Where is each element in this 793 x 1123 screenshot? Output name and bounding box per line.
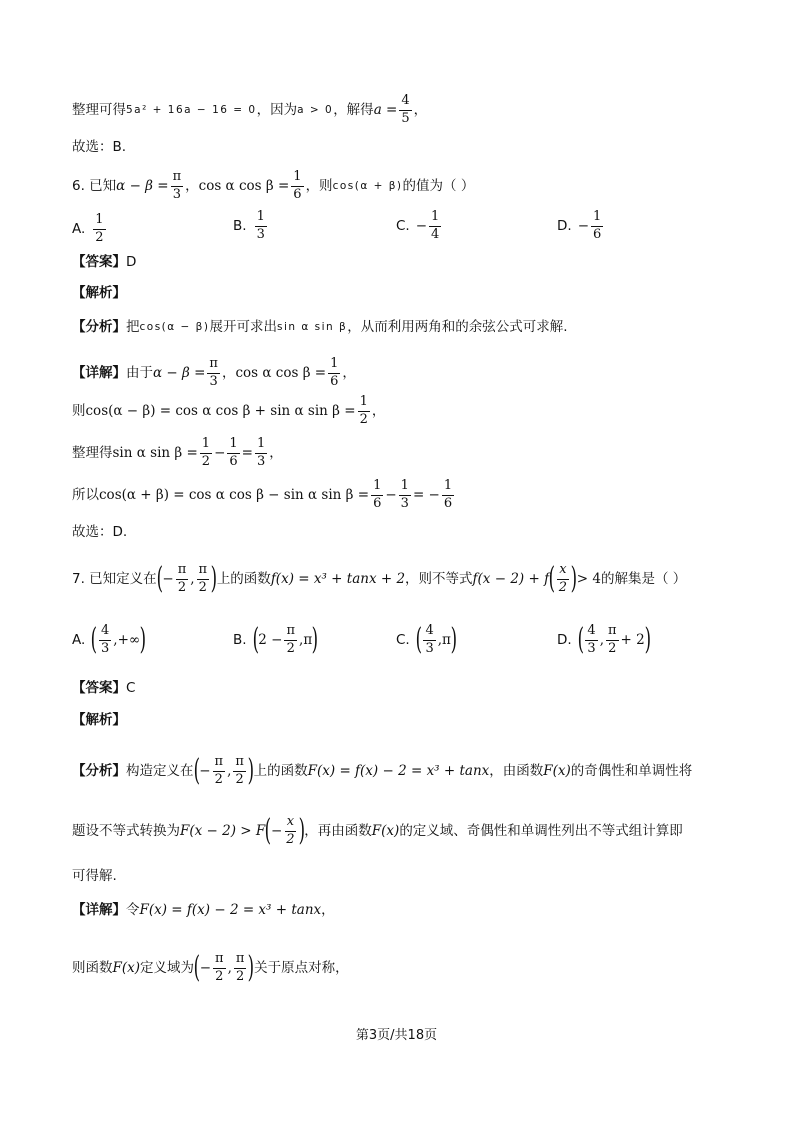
expression: cos(α − β) xyxy=(139,320,210,333)
denominator: 6 xyxy=(229,453,238,469)
fraction xyxy=(358,395,370,428)
right-paren: ) xyxy=(450,622,457,658)
text: 所以 xyxy=(72,487,99,504)
numerator: 1 xyxy=(371,479,383,496)
fraction xyxy=(371,479,383,512)
text: 整理得 xyxy=(72,445,113,462)
option-b xyxy=(233,624,318,657)
right-paren: ) xyxy=(644,622,651,658)
fenxi-tag: 【分析】 xyxy=(72,763,126,780)
xiangjie-7-line-1 xyxy=(72,903,733,918)
text: 令 xyxy=(126,902,140,918)
sign: − xyxy=(199,763,211,780)
numerator: π xyxy=(171,170,184,187)
question-number: 6. 已知 xyxy=(72,178,117,195)
xiangjie-tag: 【详解】 xyxy=(72,902,126,918)
fraction xyxy=(99,624,111,657)
numerator: 1 xyxy=(227,437,239,454)
denominator: 2 xyxy=(235,771,244,787)
denominator: 5 xyxy=(401,110,410,126)
function-name: F(x) xyxy=(543,763,571,780)
fraction xyxy=(585,624,597,657)
equation: cos(α + β) = cos α cos β − sin α sin β = xyxy=(99,487,370,504)
option-label: B. xyxy=(233,632,247,649)
left-paren: ( xyxy=(548,561,556,597)
answer-7 xyxy=(72,681,733,696)
comma: , xyxy=(299,632,304,649)
xiangjie-7-line-2 xyxy=(72,952,733,985)
expression: cos(α + β) xyxy=(332,179,403,192)
answer-lhs: a = xyxy=(373,102,398,119)
term: 2 − xyxy=(258,632,283,649)
sign: − xyxy=(577,218,589,235)
fraction xyxy=(255,210,267,243)
denominator: 3 xyxy=(400,495,409,511)
denominator: 3 xyxy=(256,453,266,469)
numerator: π xyxy=(207,357,220,374)
fraction xyxy=(200,437,212,470)
condition-2: cos α cos β = xyxy=(235,365,327,382)
right-paren: ) xyxy=(311,622,319,658)
function-name: F(x) xyxy=(371,823,400,840)
inequality: F(x − 2) > F xyxy=(180,823,266,840)
text: 关于原点对称， xyxy=(254,960,349,977)
fenxi-7-line-1 xyxy=(72,755,733,788)
text: 故选：D. xyxy=(72,524,128,540)
fraction xyxy=(399,94,411,127)
left-paren: ( xyxy=(415,622,422,658)
comma: , xyxy=(437,632,443,649)
answer-value: D xyxy=(126,254,137,270)
option-d xyxy=(557,210,605,243)
text: ，解得 xyxy=(333,102,374,119)
text: 可得解. xyxy=(72,868,117,884)
right-paren: ) xyxy=(139,622,147,658)
numerator: 1 xyxy=(328,357,340,374)
condition-2: cos α cos β = xyxy=(198,178,290,195)
denominator: 3 xyxy=(425,640,434,656)
fraction xyxy=(399,479,411,512)
operator: − xyxy=(385,487,397,504)
numerator: 1 xyxy=(255,437,267,454)
option-d xyxy=(557,624,650,657)
left-paren: ( xyxy=(156,561,163,597)
text: 上的函数 xyxy=(253,763,308,780)
numerator: π xyxy=(213,952,226,969)
denominator: 6 xyxy=(293,186,302,202)
numerator: π xyxy=(606,624,619,641)
text: 的定义域、奇偶性和单调性列出不等式组计算即 xyxy=(399,823,683,840)
denominator: 6 xyxy=(330,373,339,389)
text: 定义域为 xyxy=(140,960,195,977)
text: ， xyxy=(185,178,199,195)
xiangjie-6-line-2 xyxy=(72,395,733,428)
fraction xyxy=(171,170,184,203)
fraction xyxy=(284,624,297,657)
denominator: 2 xyxy=(608,640,617,656)
text: 故选：B. xyxy=(72,139,127,155)
numerator: π xyxy=(176,563,189,580)
choose-d xyxy=(72,525,733,540)
fraction xyxy=(227,437,239,470)
numerator: x xyxy=(557,563,568,580)
analysis-7 xyxy=(72,713,733,728)
fenxi-6 xyxy=(72,320,733,335)
comma: , xyxy=(599,632,604,649)
text: ，从而利用两角和的余弦公式可求解. xyxy=(347,319,568,335)
numerator: 1 xyxy=(93,213,105,230)
fraction xyxy=(213,755,226,788)
denominator: 4 xyxy=(431,226,440,242)
denominator: 2 xyxy=(286,831,295,847)
numerator: x xyxy=(285,815,296,832)
denominator: 6 xyxy=(593,226,602,242)
denominator: 2 xyxy=(198,579,207,595)
numerator: π xyxy=(213,755,226,772)
question-6-stem xyxy=(72,170,733,203)
comma: , xyxy=(190,571,195,588)
text: ，再由函数 xyxy=(304,823,372,840)
numerator: π xyxy=(284,624,297,641)
option-label: C. xyxy=(396,218,410,235)
text: ， xyxy=(269,445,283,462)
text: ， xyxy=(371,403,386,420)
fraction xyxy=(557,563,569,596)
numerator: 1 xyxy=(429,210,441,227)
answer-tag: 【答案】 xyxy=(72,254,126,270)
denominator: 2 xyxy=(215,968,224,984)
text: 展开可求出 xyxy=(209,319,277,335)
text: 则 xyxy=(72,403,86,420)
fraction xyxy=(255,437,267,470)
operator: = xyxy=(241,445,253,462)
left-paren: ( xyxy=(252,622,259,658)
right-paren: ) xyxy=(570,561,578,597)
sign: − xyxy=(162,571,174,588)
question-number: 7. 已知定义在 xyxy=(72,571,157,588)
text: 构造定义在 xyxy=(126,763,194,780)
text: 由于 xyxy=(126,365,153,382)
numerator: 4 xyxy=(399,94,411,111)
right-paren: ) xyxy=(298,813,305,849)
fenxi-7-line-2 xyxy=(72,815,733,848)
xiangjie-6-line-1 xyxy=(72,357,733,390)
denominator: 2 xyxy=(286,640,295,656)
function-definition: f(x) = x³ + tanx + 2 xyxy=(270,571,406,588)
text: ，由函数 xyxy=(489,763,544,780)
numerator: 1 xyxy=(358,395,370,412)
numerator: 4 xyxy=(585,624,597,641)
analysis-tag: 【解析】 xyxy=(72,285,126,301)
option-a xyxy=(72,624,146,657)
equation: sin α sin β = xyxy=(112,445,198,462)
text: ，因为 xyxy=(256,102,298,119)
option-c xyxy=(396,210,443,243)
sign: − xyxy=(270,823,283,840)
comma: , xyxy=(227,763,232,780)
denominator: 3 xyxy=(101,640,110,656)
denominator: 3 xyxy=(172,186,181,202)
text: 的奇偶性和单调性将 xyxy=(570,763,693,780)
option-a xyxy=(72,213,108,246)
xiangjie-tag: 【详解】 xyxy=(72,365,126,382)
numerator: 4 xyxy=(99,624,111,641)
denominator: 6 xyxy=(373,495,382,511)
operator: − xyxy=(214,445,226,462)
fraction xyxy=(197,563,210,596)
fraction xyxy=(213,952,226,985)
text: 整理可得 xyxy=(72,102,126,119)
equation: 5a² + 16a − 16 = 0 xyxy=(126,103,257,116)
fraction xyxy=(442,479,454,512)
left-paren: ( xyxy=(577,622,584,658)
denominator: 2 xyxy=(214,771,223,787)
numerator: 1 xyxy=(255,210,267,227)
option-c xyxy=(396,624,457,657)
text: 的解集是（ ） xyxy=(601,571,687,588)
fraction xyxy=(606,624,619,657)
right-paren: ) xyxy=(248,950,255,986)
text: ， xyxy=(342,365,356,382)
left-paren: ( xyxy=(264,813,272,849)
right-paren: ) xyxy=(247,753,255,789)
fraction xyxy=(93,213,105,246)
denominator: 2 xyxy=(236,968,245,984)
fraction xyxy=(284,815,296,848)
numerator: 1 xyxy=(442,479,454,496)
fraction xyxy=(291,170,303,203)
denominator: 3 xyxy=(587,640,596,656)
fraction xyxy=(423,624,435,657)
text: ，则 xyxy=(305,178,333,195)
inequality: f(x − 2) + f xyxy=(472,571,550,588)
right-paren: ) xyxy=(210,561,218,597)
option-label: D. xyxy=(557,218,572,235)
solution-line-1 xyxy=(72,94,733,127)
infinity: +∞ xyxy=(117,632,141,649)
fraction xyxy=(207,357,220,390)
equation: cos(α − β) = cos α cos β + sin α sin β = xyxy=(85,403,356,420)
comma: , xyxy=(113,632,118,649)
pi: π xyxy=(303,632,313,649)
sign: − xyxy=(415,218,428,235)
denominator: 3 xyxy=(256,226,265,242)
fraction xyxy=(233,755,246,788)
option-label: B. xyxy=(233,218,247,235)
fenxi-7-line-3 xyxy=(72,869,733,884)
text: 则函数 xyxy=(72,960,113,977)
operator: = − xyxy=(412,487,440,504)
option-label: A. xyxy=(72,221,86,238)
pi: π xyxy=(442,632,451,649)
option-label: A. xyxy=(72,632,86,649)
denominator: 3 xyxy=(209,373,218,389)
function-name: F(x) xyxy=(112,960,141,977)
text: ， xyxy=(221,365,236,382)
page-footer: 第3页/共18页 xyxy=(355,1028,438,1043)
comma: , xyxy=(227,960,232,977)
answer-value: C xyxy=(126,680,136,696)
expression: sin α sin β xyxy=(276,320,348,333)
answer-tag: 【答案】 xyxy=(72,680,126,696)
numerator: 1 xyxy=(200,437,212,454)
text: ，则不等式 xyxy=(405,571,473,588)
denominator: 2 xyxy=(558,579,568,595)
fraction xyxy=(328,357,340,390)
numerator: π xyxy=(197,563,210,580)
text: 把 xyxy=(126,319,140,335)
xiangjie-6-line-3 xyxy=(72,437,733,470)
condition-1: α − β = xyxy=(153,365,206,382)
condition: a > 0 xyxy=(297,103,334,116)
sign: − xyxy=(199,960,212,977)
text: ， xyxy=(413,102,428,119)
analysis-tag: 【解析】 xyxy=(72,712,126,728)
denominator: 2 xyxy=(359,411,368,427)
denominator: 2 xyxy=(95,229,104,245)
term: + 2 xyxy=(620,632,645,649)
xiangjie-6-line-4 xyxy=(72,479,733,512)
left-paren: ( xyxy=(193,753,200,789)
fraction xyxy=(429,210,441,243)
numerator: 4 xyxy=(423,624,435,641)
function-definition: F(x) = f(x) − 2 = x³ + tanx xyxy=(307,763,490,780)
numerator: π xyxy=(234,952,247,969)
fenxi-tag: 【分析】 xyxy=(72,319,126,335)
denominator: 6 xyxy=(443,495,453,511)
fraction xyxy=(176,563,189,596)
text: 题设不等式转换为 xyxy=(72,823,180,840)
numerator: 1 xyxy=(291,170,303,187)
analysis-6 xyxy=(72,286,733,301)
numerator: π xyxy=(233,755,246,772)
inequality: > 4 xyxy=(576,571,601,588)
text: 上的函数 xyxy=(216,571,271,588)
question-7-stem xyxy=(72,563,733,596)
numerator: 1 xyxy=(399,479,411,496)
text: ， xyxy=(321,902,335,918)
fraction xyxy=(591,210,603,243)
condition-1: α − β = xyxy=(116,178,169,195)
function-definition: F(x) = f(x) − 2 = x³ + tanx xyxy=(139,902,322,918)
choose-b xyxy=(72,140,733,155)
fraction xyxy=(234,952,247,985)
answer-6 xyxy=(72,255,733,270)
denominator: 2 xyxy=(177,579,187,595)
numerator: 1 xyxy=(591,210,603,227)
left-paren: ( xyxy=(193,950,201,986)
denominator: 2 xyxy=(201,453,211,469)
option-b xyxy=(233,210,269,243)
option-label: D. xyxy=(557,632,572,649)
option-label: C. xyxy=(396,632,410,649)
left-paren: ( xyxy=(90,622,98,658)
text: 的值为（ ） xyxy=(402,178,475,195)
